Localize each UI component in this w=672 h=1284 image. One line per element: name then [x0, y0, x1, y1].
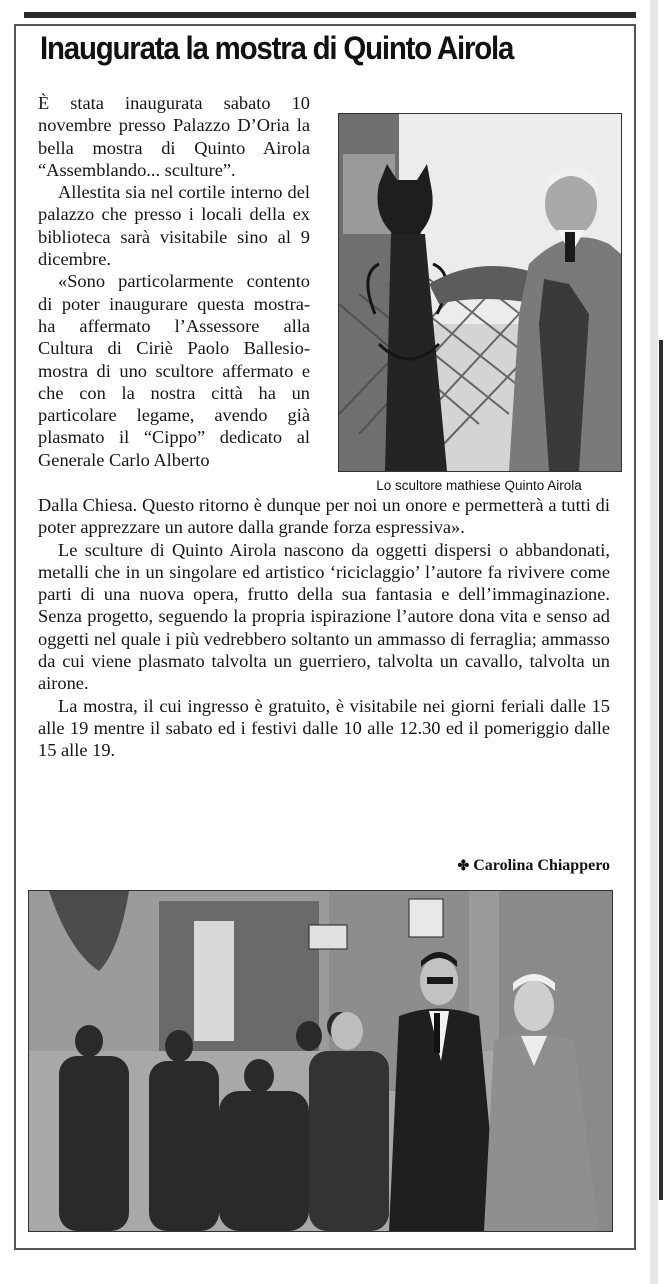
sculptor-photo	[338, 113, 622, 472]
author-byline	[458, 857, 611, 875]
article-body-narrow-column	[38, 92, 310, 471]
paragraph-intro: È stata inaugurata sabato 10 novembre presso Palazzo D’Oria la bella mostra di Quinto Airola “Assemblando... sculture”.	[38, 93, 310, 180]
page-edge	[650, 0, 658, 1284]
author-name: Carolina Chiappero	[473, 857, 610, 874]
paragraph-opening-hours: La mostra, il cui ingresso è gratuito, è visitabile nei giorni feriali dalle 15 alle 19 mentre il sabato ed i festivi dalle 10 alle 12.30 ed il pomeriggio dalle 15 alle 19.	[38, 695, 610, 761]
page-edge-shadow	[659, 340, 663, 1200]
photo-caption: Lo scultore mathiese Quinto Airola	[376, 478, 582, 493]
paragraph-exhibition-dates: Allestita sia nel cortile interno del palazzo che presso i locali della ex biblioteca sarà visitabile sino al 9 dicembre.	[38, 182, 310, 270]
paragraph-quote: «Sono particolarmente contento di poter inaugurare questa mostra- ha affermato l’Assessore alla Cultura di Ciriè Paolo Ballesio- mostra di uno scultore affermato e che con la nostra città ha un particolare legame, avendo già plasmato il “Cippo” dedicato al Generale Carlo Alberto	[38, 271, 310, 470]
top-rule	[24, 12, 636, 18]
byline-ornament-icon: ✤	[457, 859, 470, 874]
inauguration-photo	[28, 890, 613, 1232]
article-body-wide-column	[38, 494, 610, 762]
paragraph-quote-continued: Dalla Chiesa. Questo ritorno è dunque per noi un onore e permetterà a tutti di poter apprezzare un autore dalla grande forza espressiva».	[38, 495, 610, 538]
article-headline: Inaugurata la mostra di Quinto Airola	[40, 30, 514, 66]
paragraph-sculptures: Le sculture di Quinto Airola nascono da oggetti dispersi o abbandonati, metalli che in un singolare ed artistico ‘riciclaggio’ l’autore fa rivivere come parti di una nuova opera, frutto della sua fantasia e dell’immaginazione. Senza progetto, seguendo la propria ispirazione l’autore dona vita e senso ad oggetti nel quale i più vedrebbero soltanto un ammasso di ferraglia; ammasso da cui viene plasmato talvolta un guerriero, talvolta un cavallo, talvolta un airone.	[38, 539, 610, 694]
